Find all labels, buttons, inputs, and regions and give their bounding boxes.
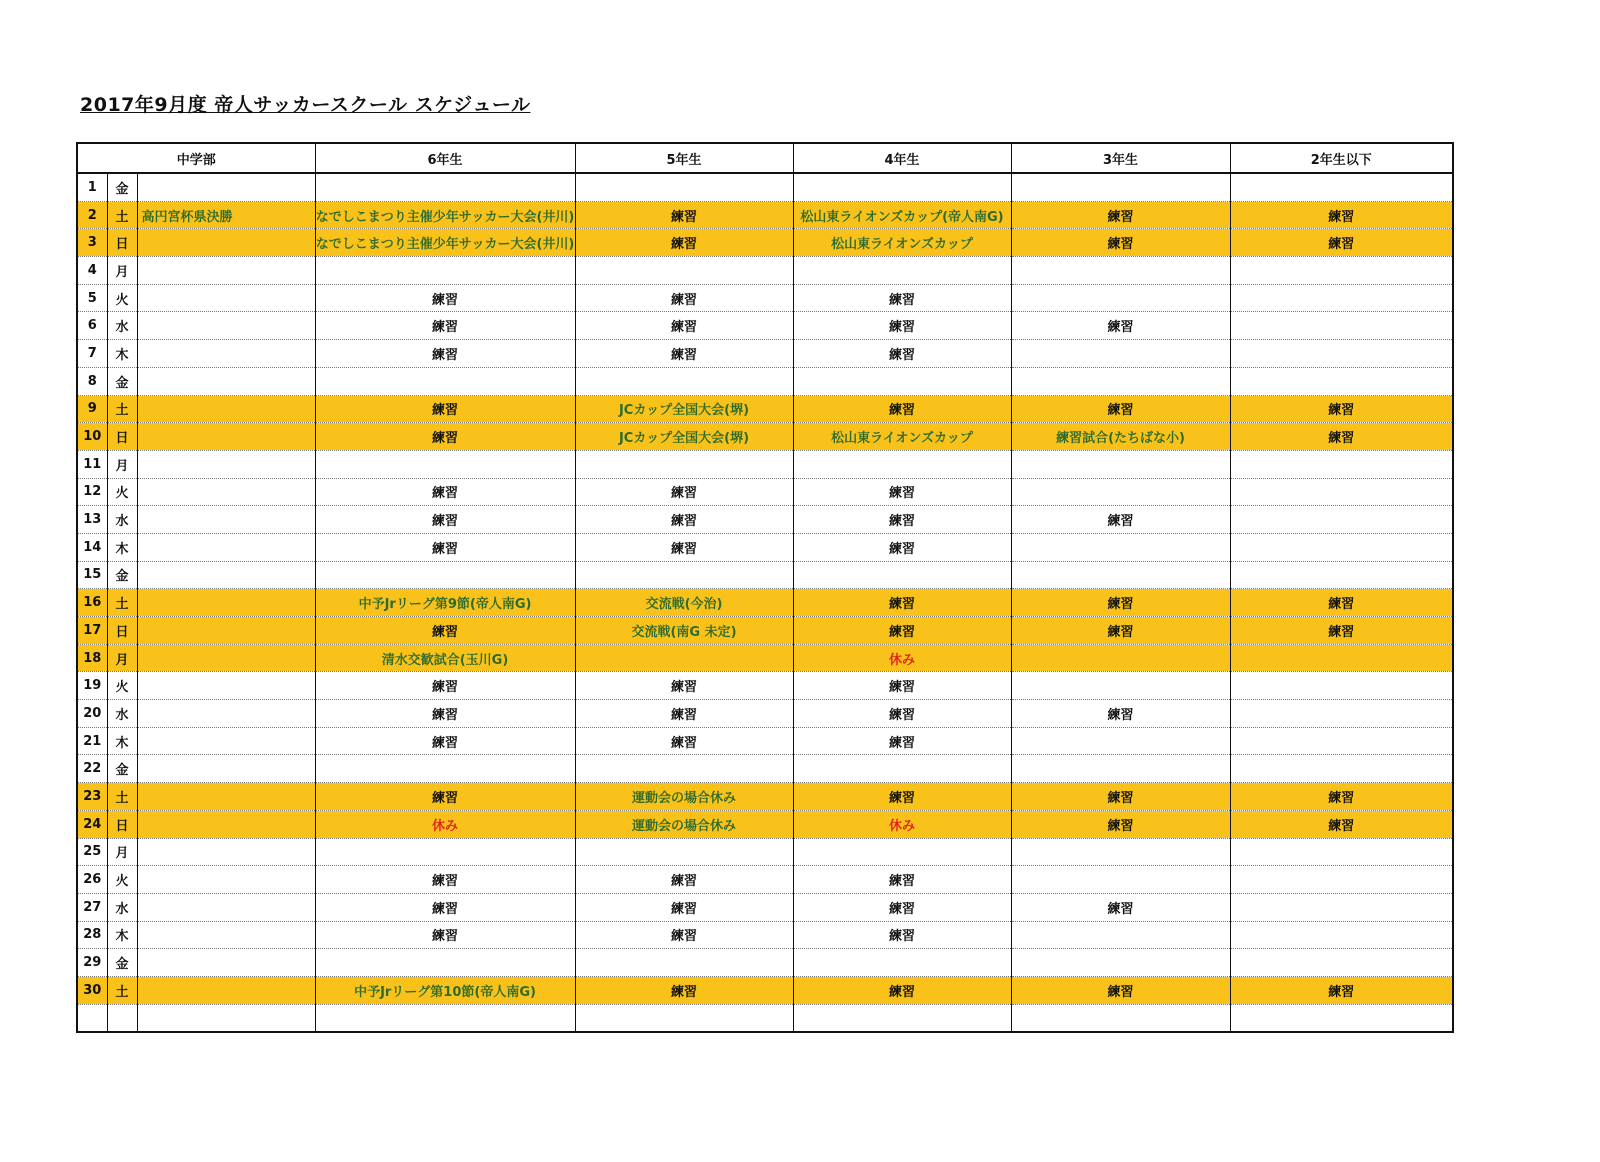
schedule-table <box>76 142 1454 1033</box>
weekday: 日 <box>107 229 137 257</box>
table-row <box>77 173 1453 201</box>
day-number: 4 <box>77 257 107 285</box>
cell-grade-3 <box>1011 838 1230 866</box>
cell-grade-3 <box>1011 284 1230 312</box>
cell-grade-6: 休み <box>315 810 575 838</box>
table-row <box>77 617 1453 645</box>
cell-grade-2-below <box>1230 727 1453 755</box>
cell-grade-6 <box>315 367 575 395</box>
cell-grade-6: 練習 <box>315 866 575 894</box>
table-row <box>77 783 1453 811</box>
cell-grade-6: 練習 <box>315 506 575 534</box>
cell-grade-6 <box>315 450 575 478</box>
cell-grade-6 <box>315 755 575 783</box>
cell-grade-4: 練習 <box>793 921 1011 949</box>
cell-grade-3 <box>1011 173 1230 201</box>
cell-grade-4: 休み <box>793 644 1011 672</box>
cell-grade-4: 練習 <box>793 783 1011 811</box>
table-row <box>77 810 1453 838</box>
weekday: 水 <box>107 506 137 534</box>
blank-row <box>77 1004 1453 1032</box>
weekday: 木 <box>107 921 137 949</box>
cell-grade-2-below <box>1230 450 1453 478</box>
cell-grade-2-below: 練習 <box>1230 589 1453 617</box>
day-number: 5 <box>77 284 107 312</box>
weekday: 金 <box>107 949 137 977</box>
cell-grade-4: 練習 <box>793 395 1011 423</box>
day-number: 13 <box>77 506 107 534</box>
cell-grade-2-below: 練習 <box>1230 423 1453 451</box>
cell-junior-high <box>137 644 315 672</box>
cell-grade-4 <box>793 838 1011 866</box>
table-row <box>77 284 1453 312</box>
weekday: 水 <box>107 893 137 921</box>
cell-grade-3: 練習 <box>1011 312 1230 340</box>
cell-grade-2-below <box>1230 700 1453 728</box>
cell-grade-6: 練習 <box>315 423 575 451</box>
cell-grade-3: 練習 <box>1011 617 1230 645</box>
cell-grade-2-below <box>1230 755 1453 783</box>
table-row <box>77 201 1453 229</box>
day-number: 24 <box>77 810 107 838</box>
day-number: 26 <box>77 866 107 894</box>
cell-grade-5 <box>575 644 793 672</box>
cell-grade-2-below <box>1230 921 1453 949</box>
cell-grade-3 <box>1011 755 1230 783</box>
cell-grade-4: 練習 <box>793 506 1011 534</box>
cell-grade-3: 練習 <box>1011 229 1230 257</box>
cell-grade-5: 練習 <box>575 201 793 229</box>
cell-grade-4 <box>793 561 1011 589</box>
cell-junior-high <box>137 810 315 838</box>
cell-grade-4 <box>793 173 1011 201</box>
blank-cell <box>1230 1004 1453 1032</box>
cell-grade-2-below <box>1230 312 1453 340</box>
weekday: 金 <box>107 561 137 589</box>
day-number: 29 <box>77 949 107 977</box>
weekday: 火 <box>107 284 137 312</box>
cell-grade-3: 練習 <box>1011 201 1230 229</box>
cell-grade-6: 練習 <box>315 617 575 645</box>
cell-grade-4: 練習 <box>793 589 1011 617</box>
cell-junior-high: 高円宮杯県決勝 <box>137 201 315 229</box>
cell-grade-5: 交流戦(南G 未定) <box>575 617 793 645</box>
table-row <box>77 672 1453 700</box>
cell-grade-2-below: 練習 <box>1230 617 1453 645</box>
cell-junior-high <box>137 423 315 451</box>
cell-grade-2-below <box>1230 478 1453 506</box>
table-row <box>77 450 1453 478</box>
weekday: 火 <box>107 478 137 506</box>
cell-grade-2-below <box>1230 644 1453 672</box>
cell-grade-3 <box>1011 644 1230 672</box>
cell-junior-high <box>137 450 315 478</box>
cell-grade-5: 運動会の場合休み <box>575 810 793 838</box>
cell-grade-4: 練習 <box>793 866 1011 894</box>
cell-grade-4: 練習 <box>793 976 1011 1004</box>
table-row <box>77 893 1453 921</box>
cell-grade-5 <box>575 838 793 866</box>
cell-grade-5 <box>575 450 793 478</box>
cell-grade-3 <box>1011 340 1230 368</box>
day-number: 27 <box>77 893 107 921</box>
day-number: 17 <box>77 617 107 645</box>
cell-grade-4: 練習 <box>793 312 1011 340</box>
cell-grade-3: 練習 <box>1011 976 1230 1004</box>
cell-grade-3: 練習 <box>1011 810 1230 838</box>
cell-grade-6: 練習 <box>315 312 575 340</box>
cell-grade-4: 練習 <box>793 727 1011 755</box>
cell-grade-3: 練習 <box>1011 893 1230 921</box>
day-number: 2 <box>77 201 107 229</box>
cell-grade-3: 練習 <box>1011 700 1230 728</box>
weekday: 土 <box>107 783 137 811</box>
table-row <box>77 506 1453 534</box>
cell-grade-3 <box>1011 561 1230 589</box>
day-number: 12 <box>77 478 107 506</box>
table-row <box>77 478 1453 506</box>
cell-grade-3: 練習 <box>1011 395 1230 423</box>
table-row <box>77 589 1453 617</box>
day-number: 30 <box>77 976 107 1004</box>
cell-grade-2-below <box>1230 340 1453 368</box>
cell-junior-high <box>137 866 315 894</box>
cell-junior-high <box>137 949 315 977</box>
cell-grade-5: 練習 <box>575 284 793 312</box>
cell-grade-6: 清水交歓試合(玉川G) <box>315 644 575 672</box>
day-number: 19 <box>77 672 107 700</box>
day-number: 25 <box>77 838 107 866</box>
table-row <box>77 644 1453 672</box>
cell-junior-high <box>137 478 315 506</box>
weekday: 金 <box>107 755 137 783</box>
cell-grade-5 <box>575 949 793 977</box>
cell-grade-6: 練習 <box>315 395 575 423</box>
cell-grade-6 <box>315 561 575 589</box>
cell-grade-5 <box>575 257 793 285</box>
cell-grade-6: 練習 <box>315 783 575 811</box>
cell-grade-6: 練習 <box>315 672 575 700</box>
cell-grade-2-below <box>1230 506 1453 534</box>
cell-grade-4: 練習 <box>793 700 1011 728</box>
day-number: 28 <box>77 921 107 949</box>
cell-junior-high <box>137 173 315 201</box>
cell-grade-4: 松山東ライオンズカップ(帝人南G) <box>793 201 1011 229</box>
cell-grade-2-below <box>1230 949 1453 977</box>
table-row <box>77 755 1453 783</box>
cell-junior-high <box>137 561 315 589</box>
cell-grade-2-below <box>1230 284 1453 312</box>
cell-grade-2-below <box>1230 367 1453 395</box>
day-number: 14 <box>77 533 107 561</box>
blank-cell <box>107 1004 137 1032</box>
weekday: 木 <box>107 340 137 368</box>
header-grade-4: 4年生 <box>793 143 1011 173</box>
weekday: 土 <box>107 589 137 617</box>
cell-grade-5: 練習 <box>575 506 793 534</box>
cell-grade-5: 運動会の場合休み <box>575 783 793 811</box>
cell-grade-4: 練習 <box>793 284 1011 312</box>
cell-grade-5: 交流戦(今治) <box>575 589 793 617</box>
cell-grade-5 <box>575 755 793 783</box>
day-number: 16 <box>77 589 107 617</box>
cell-grade-4: 松山東ライオンズカップ <box>793 423 1011 451</box>
day-number: 18 <box>77 644 107 672</box>
cell-junior-high <box>137 617 315 645</box>
day-number: 22 <box>77 755 107 783</box>
cell-junior-high <box>137 893 315 921</box>
day-number: 11 <box>77 450 107 478</box>
cell-grade-6 <box>315 838 575 866</box>
day-number: 21 <box>77 727 107 755</box>
cell-grade-6: なでしこまつり主催少年サッカー大会(井川) <box>315 229 575 257</box>
cell-grade-5: JCカップ全国大会(堺) <box>575 395 793 423</box>
cell-grade-3 <box>1011 450 1230 478</box>
cell-grade-4 <box>793 755 1011 783</box>
cell-grade-5: 練習 <box>575 229 793 257</box>
cell-grade-5: 練習 <box>575 672 793 700</box>
table-row <box>77 229 1453 257</box>
cell-junior-high <box>137 312 315 340</box>
header-grade-5: 5年生 <box>575 143 793 173</box>
cell-grade-6: 練習 <box>315 727 575 755</box>
table-row <box>77 340 1453 368</box>
cell-junior-high <box>137 976 315 1004</box>
weekday: 月 <box>107 257 137 285</box>
cell-grade-2-below: 練習 <box>1230 229 1453 257</box>
weekday: 金 <box>107 367 137 395</box>
cell-junior-high <box>137 838 315 866</box>
table-row <box>77 949 1453 977</box>
table-row <box>77 312 1453 340</box>
weekday: 木 <box>107 533 137 561</box>
weekday: 金 <box>107 173 137 201</box>
cell-junior-high <box>137 367 315 395</box>
cell-grade-4: 休み <box>793 810 1011 838</box>
cell-grade-6: 練習 <box>315 893 575 921</box>
cell-grade-6: なでしこまつり主催少年サッカー大会(井川) <box>315 201 575 229</box>
cell-junior-high <box>137 229 315 257</box>
table-row <box>77 423 1453 451</box>
cell-grade-2-below <box>1230 533 1453 561</box>
cell-grade-3: 練習試合(たちばな小) <box>1011 423 1230 451</box>
cell-junior-high <box>137 395 315 423</box>
cell-grade-3 <box>1011 367 1230 395</box>
weekday: 火 <box>107 866 137 894</box>
cell-grade-6: 練習 <box>315 340 575 368</box>
day-number: 10 <box>77 423 107 451</box>
cell-grade-4 <box>793 949 1011 977</box>
day-number: 1 <box>77 173 107 201</box>
cell-grade-5 <box>575 367 793 395</box>
cell-grade-2-below: 練習 <box>1230 783 1453 811</box>
cell-grade-6: 練習 <box>315 700 575 728</box>
header-junior-high: 中学部 <box>77 143 315 173</box>
blank-cell <box>575 1004 793 1032</box>
cell-junior-high <box>137 533 315 561</box>
blank-cell <box>137 1004 315 1032</box>
weekday: 水 <box>107 700 137 728</box>
cell-grade-5: 練習 <box>575 976 793 1004</box>
cell-grade-4 <box>793 257 1011 285</box>
table-row <box>77 866 1453 894</box>
cell-junior-high <box>137 589 315 617</box>
cell-grade-5: 練習 <box>575 533 793 561</box>
cell-junior-high <box>137 727 315 755</box>
cell-grade-4 <box>793 450 1011 478</box>
table-row <box>77 561 1453 589</box>
cell-junior-high <box>137 700 315 728</box>
table-row <box>77 257 1453 285</box>
cell-grade-5: 練習 <box>575 893 793 921</box>
cell-grade-3 <box>1011 727 1230 755</box>
cell-junior-high <box>137 340 315 368</box>
cell-grade-2-below <box>1230 838 1453 866</box>
header-row <box>77 143 1453 173</box>
day-number: 23 <box>77 783 107 811</box>
cell-grade-5 <box>575 173 793 201</box>
cell-grade-6 <box>315 949 575 977</box>
cell-grade-4: 松山東ライオンズカップ <box>793 229 1011 257</box>
cell-grade-2-below: 練習 <box>1230 810 1453 838</box>
cell-grade-6: 練習 <box>315 533 575 561</box>
cell-grade-6: 練習 <box>315 284 575 312</box>
cell-grade-2-below: 練習 <box>1230 976 1453 1004</box>
cell-grade-2-below <box>1230 561 1453 589</box>
cell-grade-5: 練習 <box>575 866 793 894</box>
blank-cell <box>77 1004 107 1032</box>
cell-junior-high <box>137 921 315 949</box>
cell-grade-3 <box>1011 478 1230 506</box>
day-number: 6 <box>77 312 107 340</box>
blank-cell <box>793 1004 1011 1032</box>
cell-grade-2-below: 練習 <box>1230 201 1453 229</box>
cell-junior-high <box>137 257 315 285</box>
day-number: 3 <box>77 229 107 257</box>
table-row <box>77 727 1453 755</box>
cell-grade-6: 練習 <box>315 921 575 949</box>
cell-junior-high <box>137 755 315 783</box>
cell-grade-4: 練習 <box>793 340 1011 368</box>
table-row <box>77 367 1453 395</box>
cell-junior-high <box>137 783 315 811</box>
weekday: 火 <box>107 672 137 700</box>
blank-cell <box>1011 1004 1230 1032</box>
cell-grade-3 <box>1011 672 1230 700</box>
cell-grade-2-below <box>1230 257 1453 285</box>
header-grade-6: 6年生 <box>315 143 575 173</box>
cell-grade-3: 練習 <box>1011 506 1230 534</box>
cell-grade-4 <box>793 367 1011 395</box>
header-grade-3: 3年生 <box>1011 143 1230 173</box>
weekday: 月 <box>107 450 137 478</box>
table-row <box>77 976 1453 1004</box>
table-row <box>77 533 1453 561</box>
weekday: 日 <box>107 617 137 645</box>
cell-grade-3: 練習 <box>1011 783 1230 811</box>
cell-grade-3 <box>1011 257 1230 285</box>
cell-grade-3 <box>1011 866 1230 894</box>
cell-grade-4: 練習 <box>793 893 1011 921</box>
day-number: 20 <box>77 700 107 728</box>
cell-grade-3 <box>1011 533 1230 561</box>
cell-grade-3: 練習 <box>1011 589 1230 617</box>
cell-grade-2-below <box>1230 672 1453 700</box>
cell-grade-4: 練習 <box>793 672 1011 700</box>
cell-grade-6 <box>315 257 575 285</box>
cell-grade-4: 練習 <box>793 533 1011 561</box>
table-row <box>77 838 1453 866</box>
table-row <box>77 700 1453 728</box>
cell-grade-5: 練習 <box>575 700 793 728</box>
blank-cell <box>315 1004 575 1032</box>
header-grade-2-below: 2年生以下 <box>1230 143 1453 173</box>
cell-grade-2-below <box>1230 173 1453 201</box>
weekday: 土 <box>107 201 137 229</box>
day-number: 15 <box>77 561 107 589</box>
cell-grade-3 <box>1011 921 1230 949</box>
weekday: 土 <box>107 976 137 1004</box>
day-number: 9 <box>77 395 107 423</box>
table-row <box>77 921 1453 949</box>
table-row <box>77 395 1453 423</box>
weekday: 日 <box>107 423 137 451</box>
weekday: 日 <box>107 810 137 838</box>
cell-junior-high <box>137 506 315 534</box>
cell-grade-5: JCカップ全国大会(堺) <box>575 423 793 451</box>
cell-grade-2-below <box>1230 866 1453 894</box>
cell-grade-2-below: 練習 <box>1230 395 1453 423</box>
cell-grade-5 <box>575 561 793 589</box>
cell-grade-4: 練習 <box>793 617 1011 645</box>
cell-grade-6: 中予Jrリーグ第10節(帝人南G) <box>315 976 575 1004</box>
cell-grade-5: 練習 <box>575 340 793 368</box>
day-number: 7 <box>77 340 107 368</box>
weekday: 月 <box>107 644 137 672</box>
page-title: 2017年9月度 帝人サッカースクール スケジュール <box>80 94 531 116</box>
cell-grade-2-below <box>1230 893 1453 921</box>
cell-grade-5: 練習 <box>575 478 793 506</box>
weekday: 月 <box>107 838 137 866</box>
cell-junior-high <box>137 672 315 700</box>
cell-grade-6: 中予Jrリーグ第9節(帝人南G) <box>315 589 575 617</box>
weekday: 水 <box>107 312 137 340</box>
cell-grade-5: 練習 <box>575 312 793 340</box>
cell-grade-6 <box>315 173 575 201</box>
cell-grade-4: 練習 <box>793 478 1011 506</box>
cell-grade-5: 練習 <box>575 921 793 949</box>
cell-grade-6: 練習 <box>315 478 575 506</box>
day-number: 8 <box>77 367 107 395</box>
cell-grade-3 <box>1011 949 1230 977</box>
cell-grade-5: 練習 <box>575 727 793 755</box>
cell-junior-high <box>137 284 315 312</box>
weekday: 木 <box>107 727 137 755</box>
weekday: 土 <box>107 395 137 423</box>
